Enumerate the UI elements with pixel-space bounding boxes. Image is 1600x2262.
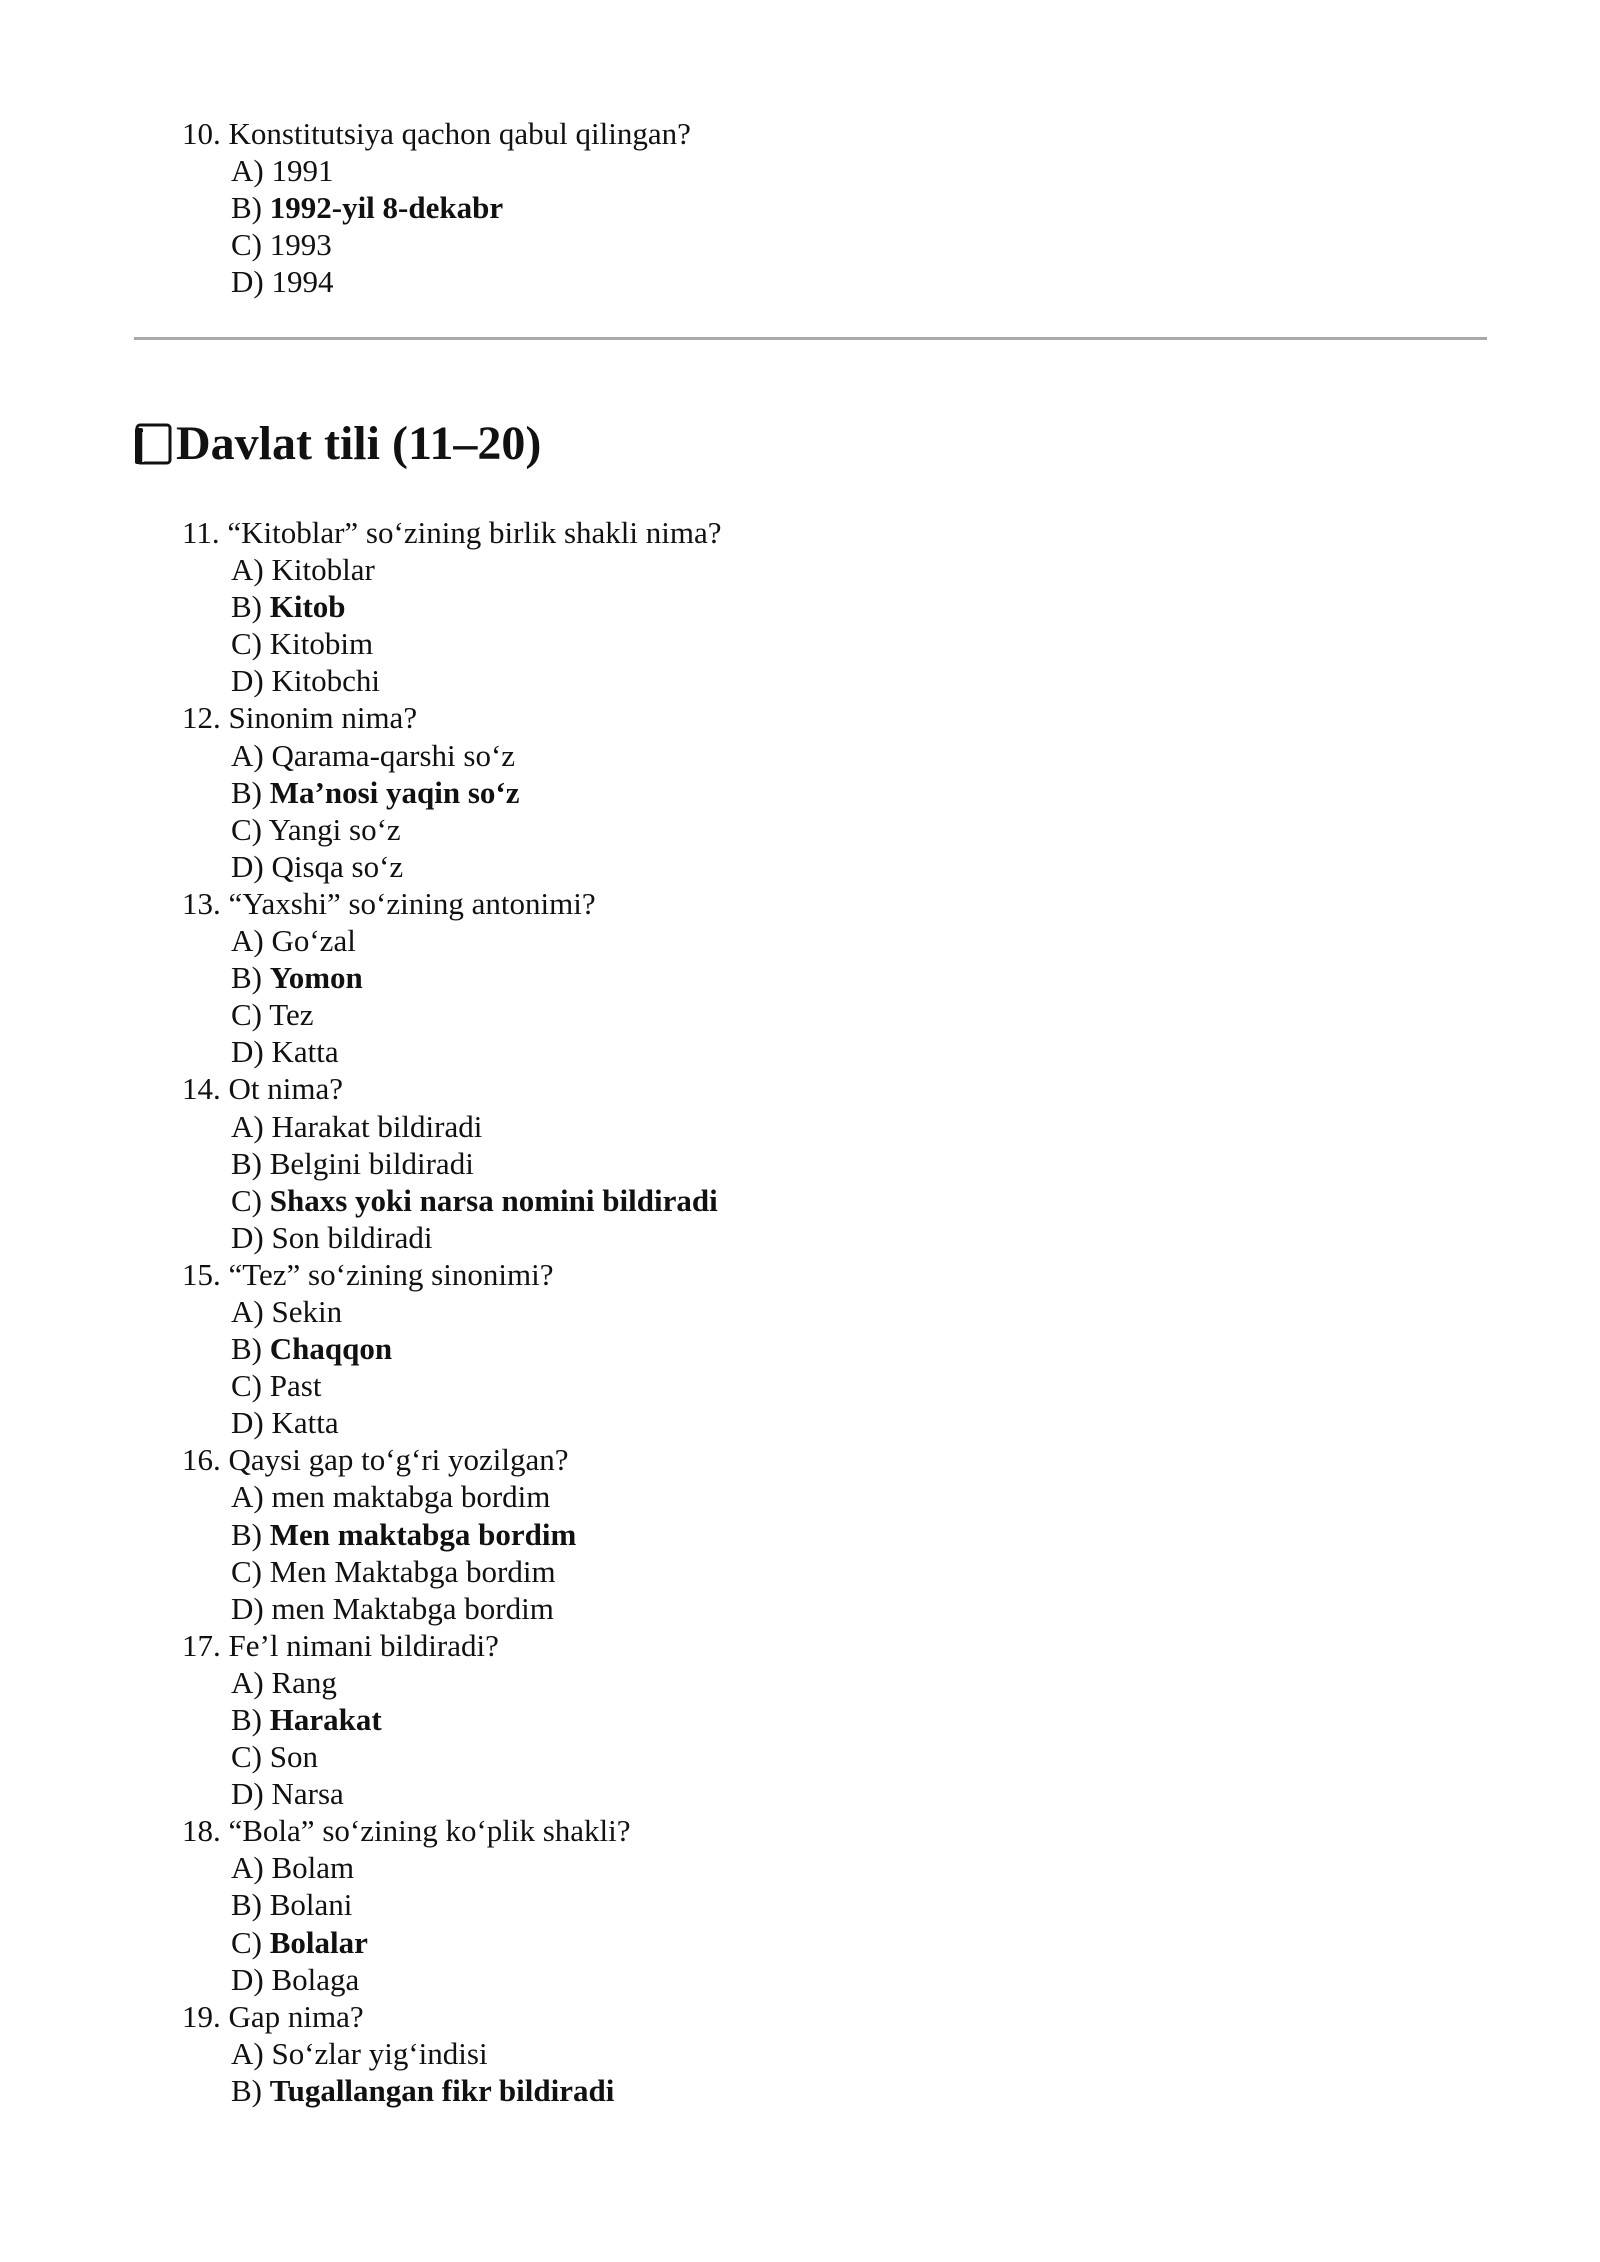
answer-option <box>182 1590 1482 1627</box>
book-icon <box>134 422 174 466</box>
option-letter: D) <box>231 663 264 699</box>
option-text-correct: Chaqqon <box>269 1331 393 1367</box>
option-text: Katta <box>271 1405 339 1441</box>
answer-option <box>182 588 1482 625</box>
answer-option <box>182 1330 1482 1367</box>
option-letter: B) <box>231 190 262 226</box>
option-text: Kitoblar <box>271 552 375 588</box>
question-text: Fe’l nimani bildiradi? <box>228 1627 499 1663</box>
option-text: Narsa <box>271 1776 344 1812</box>
option-text: Bolani <box>269 1887 353 1923</box>
question-item <box>182 514 1482 699</box>
option-letter: B) <box>231 2072 262 2108</box>
option-letter: B) <box>231 1516 262 1552</box>
option-letter: A) <box>231 1479 264 1515</box>
question-list <box>182 514 1482 2109</box>
option-text-correct: Yomon <box>269 960 363 996</box>
option-text: 1991 <box>271 153 334 189</box>
answer-option <box>182 1553 1482 1590</box>
option-letter: C) <box>231 811 262 847</box>
question-line <box>182 115 1482 152</box>
answer-option <box>182 1219 1482 1256</box>
option-text: Rang <box>271 1664 337 1700</box>
answer-option <box>182 189 1482 226</box>
option-letter: D) <box>231 1034 264 1070</box>
option-text: Qisqa so‘z <box>271 848 404 884</box>
option-text-correct: Harakat <box>269 1702 382 1737</box>
question-item <box>182 1256 1482 1441</box>
question-number: 12. <box>182 700 221 736</box>
answer-option <box>182 226 1482 263</box>
question-number: 11. <box>182 515 220 550</box>
answer-option <box>182 152 1482 189</box>
question-text: “Tez” so‘zining sinonimi? <box>228 1256 554 1292</box>
option-text: Bolaga <box>271 1961 360 1997</box>
option-text-correct: Tugallangan fikr bildiradi <box>269 2072 615 2108</box>
answer-option <box>182 1961 1482 1998</box>
option-letter: B) <box>231 1702 262 1737</box>
option-letter: C) <box>231 227 262 263</box>
answer-option <box>182 2072 1482 2109</box>
question-number: 13. <box>182 885 221 921</box>
option-text: 1993 <box>269 227 332 263</box>
question-line <box>182 1998 1482 2035</box>
option-letter: A) <box>231 153 264 189</box>
answer-option <box>182 1367 1482 1404</box>
option-letter: B) <box>231 1145 262 1181</box>
answer-option <box>182 1664 1482 1701</box>
question-number: 19. <box>182 1998 221 2034</box>
answer-option <box>182 1701 1482 1738</box>
option-text: Son <box>269 1739 318 1775</box>
option-letter: C) <box>231 626 262 662</box>
option-letter: A) <box>231 1850 264 1886</box>
option-letter: B) <box>231 1887 262 1923</box>
question-line <box>182 1256 1482 1293</box>
question-item <box>182 1070 1482 1255</box>
answer-option <box>182 1924 1482 1961</box>
answer-option <box>182 774 1482 811</box>
question-text: Qaysi gap to‘g‘ri yozilgan? <box>228 1442 569 1478</box>
option-text-correct: Shaxs yoki narsa nomini bildiradi <box>269 1182 718 1218</box>
question-line <box>182 514 1482 551</box>
question-text: Ot nima? <box>228 1071 343 1107</box>
answer-option <box>182 1293 1482 1330</box>
option-text: Men Maktabga bordim <box>269 1553 556 1589</box>
option-text-correct: 1992-yil 8-dekabr <box>269 190 504 226</box>
option-text: Kitobim <box>269 626 374 662</box>
option-letter: D) <box>231 1776 264 1812</box>
question-line <box>182 885 1482 922</box>
question-text: Sinonim nima? <box>228 700 418 736</box>
option-letter: B) <box>231 774 262 810</box>
option-text: Belgini bildiradi <box>269 1145 474 1181</box>
answer-option <box>182 848 1482 885</box>
question-text: “Kitoblar” so‘zining birlik shakli nima? <box>227 515 722 550</box>
question-number: 10. <box>182 116 221 151</box>
question-number: 14. <box>182 1071 221 1107</box>
option-text: Sekin <box>271 1293 343 1329</box>
option-text: Son bildiradi <box>271 1219 433 1255</box>
question-line <box>182 1627 1482 1664</box>
option-text-correct: Kitob <box>269 589 346 625</box>
option-text-correct: Men maktabga bordim <box>269 1516 577 1552</box>
option-letter: D) <box>231 848 264 884</box>
option-letter: D) <box>231 1961 264 1997</box>
question-line <box>182 1812 1482 1849</box>
option-letter: D) <box>231 1219 264 1255</box>
option-text: Katta <box>271 1034 339 1070</box>
option-letter: A) <box>231 2035 264 2071</box>
question-line <box>182 699 1482 736</box>
answer-option <box>182 811 1482 848</box>
answer-option <box>182 1886 1482 1923</box>
answer-option <box>182 1775 1482 1812</box>
question-number: 18. <box>182 1813 221 1849</box>
option-letter: C) <box>231 1368 262 1404</box>
answer-option <box>182 996 1482 1033</box>
option-text-correct: Ma’nosi yaqin so‘z <box>269 774 520 810</box>
option-letter: B) <box>231 589 262 625</box>
question-item <box>182 1441 1482 1626</box>
question-item <box>182 115 1482 300</box>
option-text: So‘zlar yig‘indisi <box>271 2035 488 2071</box>
question-number: 17. <box>182 1627 221 1663</box>
option-text: men maktabga bordim <box>271 1479 551 1515</box>
answer-option <box>182 922 1482 959</box>
option-letter: C) <box>231 1739 262 1775</box>
option-text: Harakat bildiradi <box>271 1108 483 1144</box>
answer-option <box>182 625 1482 662</box>
option-letter: B) <box>231 960 262 996</box>
question-block-prev-section <box>182 115 1482 300</box>
question-line <box>182 1070 1482 1107</box>
question-line <box>182 1441 1482 1478</box>
question-item <box>182 1812 1482 1997</box>
section-heading <box>134 416 541 472</box>
question-text: Konstitutsiya qachon qabul qilingan? <box>228 116 691 151</box>
question-item <box>182 885 1482 1070</box>
option-letter: B) <box>231 1331 262 1367</box>
option-text: Kitobchi <box>271 663 380 699</box>
option-letter: C) <box>231 997 262 1033</box>
question-number: 16. <box>182 1442 221 1478</box>
option-text: Qarama-qarshi so‘z <box>271 737 516 773</box>
question-number: 15. <box>182 1256 221 1292</box>
answer-option <box>182 1738 1482 1775</box>
answer-option <box>182 1849 1482 1886</box>
option-text: 1994 <box>271 264 334 300</box>
answer-option <box>182 959 1482 996</box>
option-text: Go‘zal <box>271 923 356 959</box>
option-text-correct: Bolalar <box>269 1924 368 1960</box>
option-text: Bolam <box>271 1850 355 1886</box>
option-text: Tez <box>269 997 314 1033</box>
answer-option <box>182 1145 1482 1182</box>
question-text: Gap nima? <box>228 1998 364 2034</box>
option-letter: A) <box>231 1293 264 1329</box>
answer-option <box>182 1033 1482 1070</box>
question-item <box>182 1998 1482 2109</box>
question-item <box>182 699 1482 884</box>
answer-option <box>182 1108 1482 1145</box>
option-letter: A) <box>231 737 264 773</box>
answer-option <box>182 1478 1482 1515</box>
option-letter: D) <box>231 1590 264 1626</box>
option-letter: A) <box>231 1664 264 1700</box>
answer-option <box>182 551 1482 588</box>
answer-option <box>182 1182 1482 1219</box>
answer-option <box>182 737 1482 774</box>
option-letter: A) <box>231 923 264 959</box>
option-text: Yangi so‘z <box>268 811 401 847</box>
option-letter: D) <box>231 264 264 300</box>
option-text: men Maktabga bordim <box>271 1590 554 1626</box>
answer-option <box>182 662 1482 699</box>
answer-option <box>182 2035 1482 2072</box>
option-letter: A) <box>231 552 264 588</box>
section-title: Davlat tili (11–20) <box>176 417 542 470</box>
answer-option <box>182 1516 1482 1553</box>
option-letter: C) <box>231 1553 262 1589</box>
question-text: “Bola” so‘zining ko‘plik shakli? <box>228 1813 631 1849</box>
option-letter: A) <box>231 1108 264 1144</box>
option-letter: C) <box>231 1182 262 1218</box>
option-letter: D) <box>231 1405 264 1441</box>
section-divider <box>134 337 1487 340</box>
option-text: Past <box>269 1368 322 1404</box>
question-item <box>182 1627 1482 1812</box>
option-letter: C) <box>231 1924 262 1960</box>
question-text: “Yaxshi” so‘zining antonimi? <box>228 885 596 921</box>
answer-option <box>182 1404 1482 1441</box>
answer-option <box>182 263 1482 300</box>
